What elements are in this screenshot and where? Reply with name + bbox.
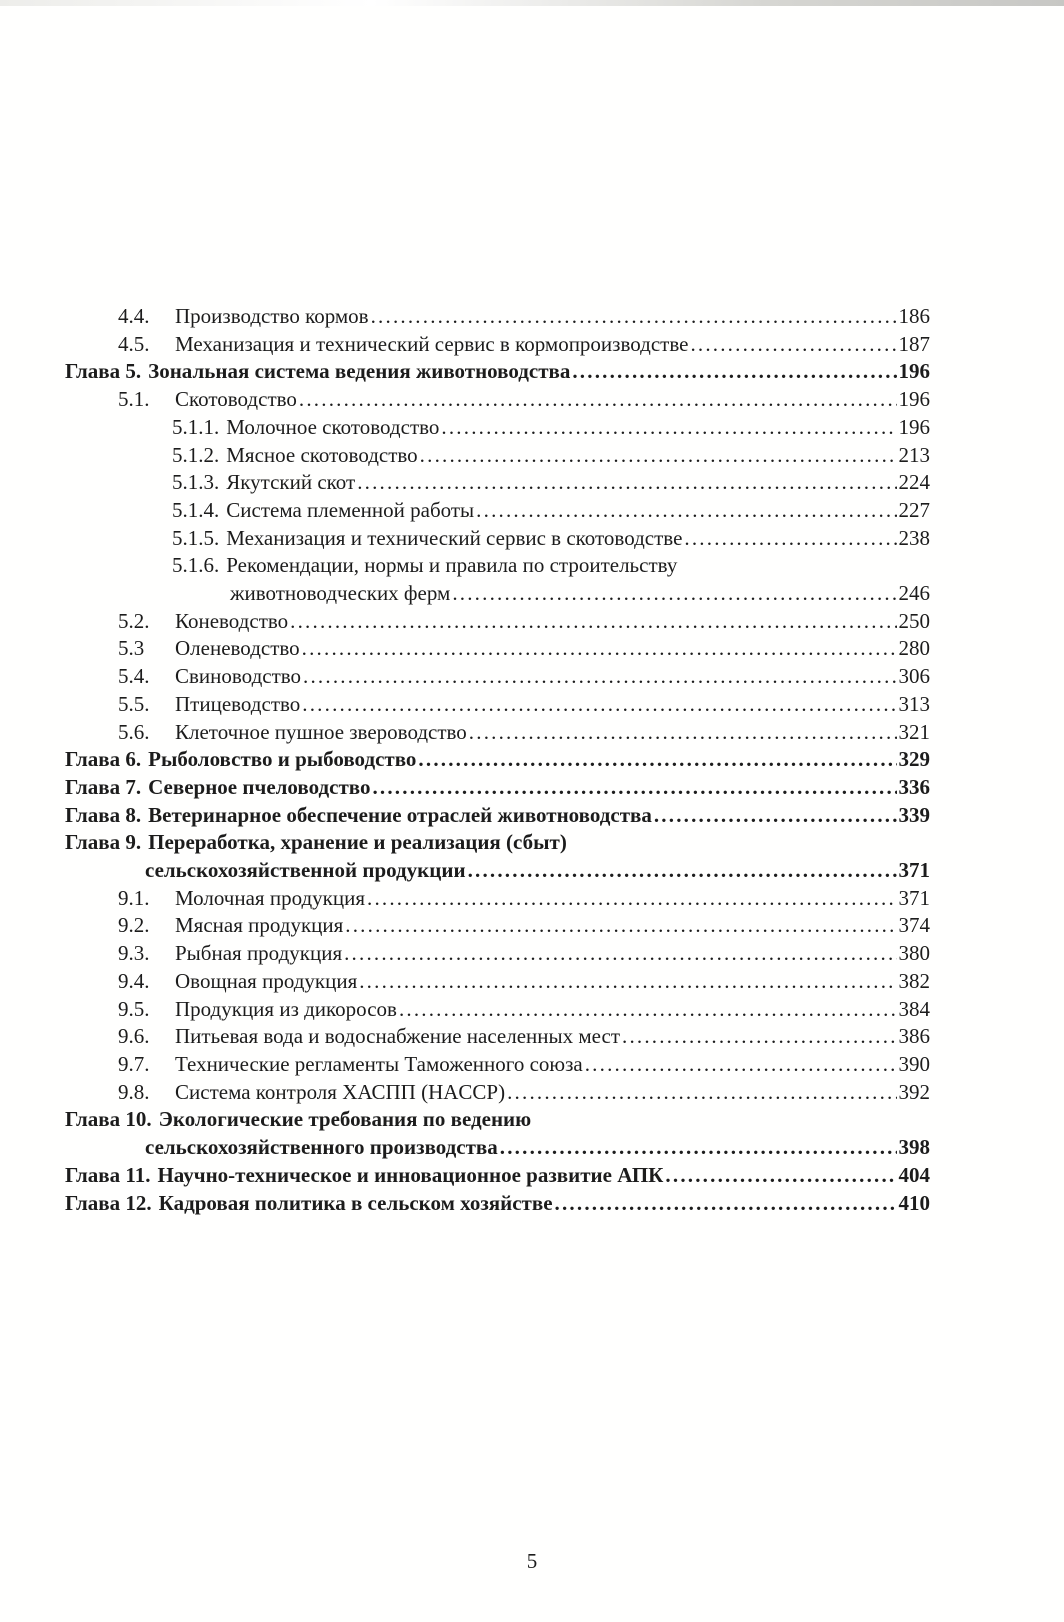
toc-entry-page: 213 [898,442,930,467]
toc-entry-number: Глава 12. [65,1190,152,1215]
dot-leader [299,386,897,414]
toc-entry [65,552,930,607]
toc-entry-title: Коневодство [175,608,289,633]
toc-entry-line [65,635,930,663]
toc-entry-page: 227 [898,497,930,522]
toc-entry-page: 382 [898,968,930,993]
toc-entry-number: Глава 6. [65,747,142,772]
toc-entry-line [65,829,930,857]
toc-entry [65,635,930,663]
toc-entry-page: 246 [898,581,930,606]
toc-entry [65,1106,930,1161]
toc-entry [65,608,930,636]
toc-entry [65,331,930,359]
toc-entry-title: Рыбная продукция [175,941,343,966]
toc-entry [65,663,930,691]
dot-leader [684,525,896,553]
toc-entry [65,303,930,331]
dot-leader [303,663,896,691]
toc-entry-page: 280 [898,636,930,661]
toc-entry-line [65,414,930,442]
toc-entry [65,996,930,1024]
toc-entry-line [65,1106,930,1134]
toc-entry-page: 339 [898,802,930,827]
toc-entry-page: 321 [898,719,930,744]
scan-edge-artifact [0,0,1064,6]
toc-entry [65,1051,930,1079]
toc-entry-page: 186 [898,304,930,328]
toc-entry-line [65,525,930,553]
toc-entry-number: Глава 10. [65,1107,152,1132]
toc-entry-number: 9.1. [118,885,150,910]
dot-leader [357,469,896,497]
toc-entry-title: Якутский скот [226,470,356,495]
dot-leader [572,358,896,386]
toc-entry-line [65,358,930,386]
toc-entry-number: 5.3 [118,636,145,661]
toc-entry-line [65,912,930,940]
toc-entry [65,442,930,470]
toc-entry-page: 380 [898,941,930,966]
toc-entry-title: Технические регламенты Таможенного союза [175,1051,583,1076]
toc-entry [65,691,930,719]
toc-entry-line [65,1162,930,1190]
toc-entry-page: 306 [898,664,930,689]
toc-entry-title: Мясное скотоводство [226,442,418,467]
toc-entry-line [65,608,930,636]
toc-entry-title: Система контроля ХАСПП (HACCP) [175,1079,506,1104]
toc-entry-title: Продукция из дикоросов [175,996,397,1021]
toc-entry-title: Механизация и технический сервис в кормопроизводстве [175,331,689,356]
toc-entry-line [65,1023,930,1051]
toc-entry-page: 390 [898,1051,930,1076]
toc-entry-number: 5.1.4. [172,497,220,522]
toc-entry [65,386,930,414]
toc-entry [65,940,930,968]
toc-entry-title: Молочная продукция [175,885,365,910]
toc-entry-line [65,1190,930,1218]
page-number: 5 [526,1549,538,1573]
toc-entry-number: 5.1.5. [172,525,220,550]
dot-leader [476,497,896,525]
toc-entry-title: Питьевая вода и водоснабжение населенных мест [175,1024,620,1049]
toc-entry-page: 196 [898,359,930,384]
dot-leader [507,1079,896,1107]
toc-entry [65,358,930,386]
toc-entry-number: 5.1.6. [172,553,220,578]
toc-entry-page: 196 [898,414,930,439]
toc-entry-title: Зональная система ведения животноводства [148,359,571,384]
toc-entry-number: 5.6. [118,719,150,744]
toc-entry [65,1162,930,1190]
toc-entry-line [65,469,930,497]
dot-leader [420,442,897,470]
toc-entry-line [65,802,930,830]
toc-entry [65,968,930,996]
toc-entry-line [65,442,930,470]
toc-entry-line [65,386,930,414]
toc-entry [65,1023,930,1051]
toc-entry [65,1190,930,1218]
toc-entry-title: Механизация и технический сервис в скотоводстве [226,525,683,550]
toc-entry-title: Мясная продукция [175,913,344,938]
toc-entry-title: Научно-техническое и инновационное развитие АПК [157,1162,664,1187]
toc-entry-line [65,552,930,580]
toc-entry-page: 336 [898,774,930,799]
toc-entry [65,885,930,913]
dot-leader [290,608,896,636]
toc-entry-line [65,885,930,913]
toc-entry-line [65,331,930,359]
dot-leader [665,1162,896,1190]
toc-entry [65,829,930,884]
dot-leader [585,1051,897,1079]
toc-entry-line [65,746,930,774]
dot-leader [344,940,896,968]
dot-leader [622,1023,897,1051]
toc-entry-number: Глава 11. [65,1162,151,1187]
toc-entry-number: 5.5. [118,691,150,716]
toc-entry-title: Скотоводство [175,387,297,412]
toc-entry-number: 9.7. [118,1051,150,1076]
toc-entry-title: Система племенной работы [226,497,475,522]
toc-entry-title: Рекомендации, нормы и правила по строительству [226,553,678,578]
toc-entry-title: Северное пчеловодство [148,774,371,799]
toc-entry-page: 374 [898,913,930,938]
dot-leader [399,996,897,1024]
toc-entry-number: 9.8. [118,1079,150,1104]
toc-entry-number: 5.1.2. [172,442,220,467]
toc-entry-page: 371 [898,885,930,910]
toc-entry [65,469,930,497]
dot-leader [418,746,896,774]
toc-entry-number: Глава 7. [65,774,142,799]
toc-entry-page: 224 [898,470,930,495]
toc-entry [65,912,930,940]
toc-entry-line [65,580,930,608]
toc-entry-number: 5.1.1. [172,414,220,439]
dot-leader [654,802,897,830]
toc-entry-line [65,774,930,802]
dot-leader [302,635,897,663]
toc-entry-number: 4.5. [118,331,150,356]
toc-entry-page: 329 [898,747,930,772]
toc-entry-number: 5.1. [118,387,150,412]
toc-entry-title: Клеточное пушное звероводство [175,719,467,744]
dot-leader [500,1134,897,1162]
toc-entry-line [65,497,930,525]
toc-entry-number: 5.2. [118,608,150,633]
toc-entry-number: 5.4. [118,664,150,689]
toc-entry-page: 238 [898,525,930,550]
toc-entry-page: 386 [898,1024,930,1049]
table-of-contents [65,303,930,1217]
toc-entry-title-continued: животноводческих ферм [230,581,451,606]
toc-entry-title-continued: сельскохозяйственной продукции [145,858,466,883]
toc-entry-line [65,1079,930,1107]
toc-entry-title: Оленеводство [175,636,300,661]
toc-entry-line [65,303,930,331]
toc-entry-title: Производство кормов [175,304,369,328]
toc-entry [65,719,930,747]
toc-entry-line [65,940,930,968]
toc-entry-line [65,996,930,1024]
toc-entry-page: 371 [898,858,930,883]
toc-entry-title: Экологические требования по ведению [158,1107,532,1132]
toc-entry-line [65,1134,930,1162]
toc-entry-title: Ветеринарное обеспечение отраслей животноводства [148,802,652,827]
dot-leader [371,303,897,331]
toc-entry-line [65,857,930,885]
dot-leader [367,885,897,913]
dot-leader [468,857,897,885]
dot-leader [302,691,896,719]
toc-entry-number: 9.6. [118,1024,150,1049]
toc-entry [65,746,930,774]
toc-entry-number: Глава 9. [65,830,142,855]
toc-entry-page: 313 [898,691,930,716]
toc-entry-page: 384 [898,996,930,1021]
toc-entry-title-continued: сельскохозяйственного производства [145,1135,498,1160]
toc-entry-page: 404 [898,1162,930,1187]
toc-entry-page: 398 [898,1135,930,1160]
toc-entry-line [65,719,930,747]
toc-entry-number: 9.3. [118,941,150,966]
dot-leader [441,414,896,442]
toc-entry [65,1079,930,1107]
toc-entry-page: 196 [898,387,930,412]
toc-entry-line [65,663,930,691]
dot-leader [555,1190,897,1218]
toc-entry-page: 187 [898,331,930,356]
toc-entry-title: Овощная продукция [175,968,358,993]
toc-entry-title: Птицеводство [175,691,301,716]
toc-entry-title: Свиноводство [175,664,302,689]
dot-leader [452,580,896,608]
toc-entry [65,774,930,802]
toc-entry-title: Молочное скотоводство [226,414,440,439]
toc-entry-number: Глава 5. [65,359,142,384]
toc-entry-number: 4.4. [118,304,150,328]
toc-entry-number: Глава 8. [65,802,142,827]
dot-leader [345,912,896,940]
toc-entry-title: Рыболовство и рыбоводство [148,747,417,772]
toc-entry-number: 5.1.3. [172,470,220,495]
dot-leader [372,774,896,802]
toc-entry [65,802,930,830]
toc-entry [65,414,930,442]
toc-entry-line [65,968,930,996]
toc-entry [65,497,930,525]
toc-entry-number: 9.4. [118,968,150,993]
toc-entry-title: Кадровая политика в сельском хозяйстве [158,1190,553,1215]
toc-entry-line [65,1051,930,1079]
toc-entry-page: 392 [898,1079,930,1104]
toc-entry-number: 9.5. [118,996,150,1021]
dot-leader [469,719,897,747]
toc-entry-title: Переработка, хранение и реализация (сбыт) [148,830,567,855]
toc-entry-page: 250 [898,608,930,633]
toc-entry [65,525,930,553]
toc-entry-page: 410 [898,1190,930,1215]
dot-leader [359,968,896,996]
toc-entry-line [65,691,930,719]
toc-entry-number: 9.2. [118,913,150,938]
dot-leader [690,331,896,359]
